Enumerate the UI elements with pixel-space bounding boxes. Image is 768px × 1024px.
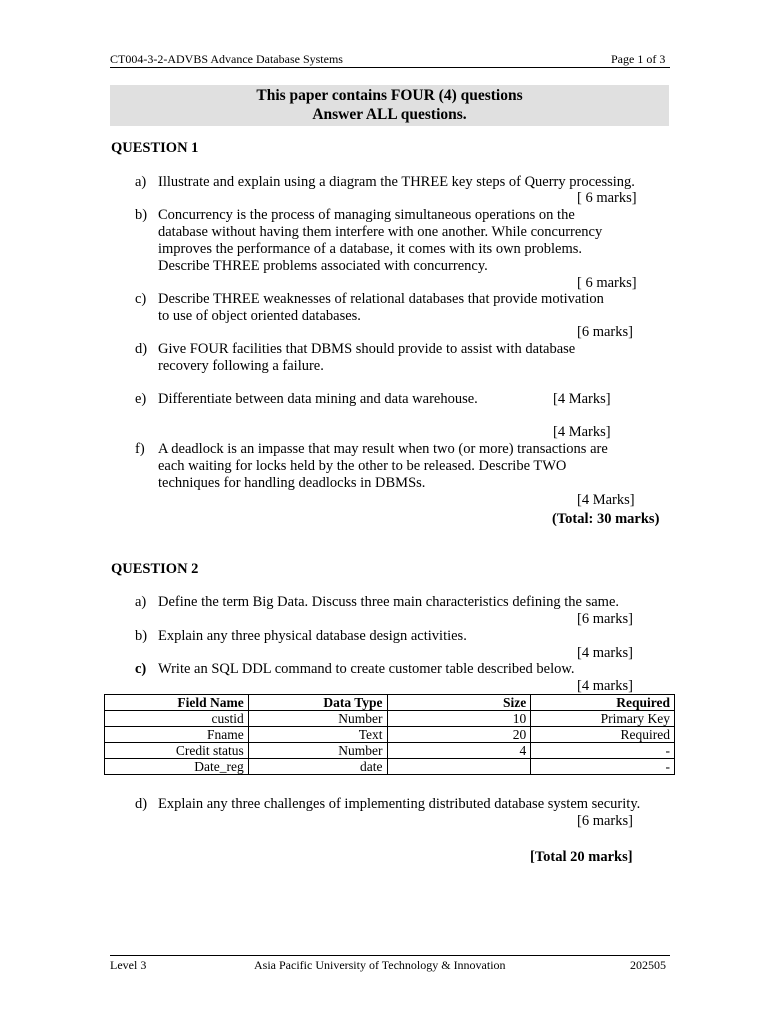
table-cell: Required: [531, 727, 675, 743]
table-cell: Number: [248, 743, 387, 759]
header-page-number: Page 1 of 3: [611, 52, 666, 66]
header-rule: [110, 67, 670, 68]
q1c-label: c): [135, 291, 147, 307]
q2d-label: d): [135, 796, 148, 812]
header-course: CT004-3-2-ADVBS Advance Database Systems: [110, 52, 343, 66]
q1f-label: f): [135, 441, 145, 457]
table-cell: 4: [387, 743, 531, 759]
q1b-line-2: database without having them interfere with one another. While concurrency: [158, 224, 603, 240]
table-cell: Date_reg: [105, 759, 249, 775]
table-row: [105, 743, 675, 759]
q2a-label: a): [135, 594, 147, 610]
q1c-line-2: to use of object oriented databases.: [158, 308, 361, 324]
question-2-title: QUESTION 2: [111, 561, 199, 577]
q2c-label: c): [135, 661, 147, 677]
table-cell: -: [531, 759, 675, 775]
instructions-line-1: This paper contains FOUR (4) questions: [256, 87, 523, 104]
table-cell: Number: [248, 711, 387, 727]
q1e-label: e): [135, 391, 147, 407]
footer-university: Asia Pacific University of Technology & Innovation: [254, 958, 506, 972]
table-cell: 10: [387, 711, 531, 727]
q1a-marks: [ 6 marks]: [577, 190, 637, 206]
q1e-marks-after: [4 Marks]: [553, 424, 611, 440]
table-cell: Primary Key: [531, 711, 675, 727]
table-cell: Text: [248, 727, 387, 743]
table-row: [105, 727, 675, 743]
q1a-label: a): [135, 174, 147, 190]
q1b-line-3: improves the performance of a database, it comes with its own problems.: [158, 241, 583, 257]
table-header-data-type: Data Type: [248, 695, 387, 711]
q1f-line-3: techniques for handling deadlocks in DBMSs.: [158, 475, 426, 491]
q1b-line-4: Describe THREE problems associated with concurrency.: [158, 258, 488, 274]
q1b-marks: [ 6 marks]: [577, 275, 637, 291]
table-header-size: Size: [387, 695, 531, 711]
table-cell: -: [531, 743, 675, 759]
table-header-field-name: Field Name: [105, 695, 249, 711]
table-header-required: Required: [531, 695, 675, 711]
q1d-line-1: Give FOUR facilities that DBMS should provide to assist with database: [158, 341, 576, 357]
q2a-text: Define the term Big Data. Discuss three main characteristics defining the same.: [158, 594, 620, 610]
q1f-line-1: A deadlock is an impasse that may result when two (or more) transactions are: [158, 441, 608, 457]
q1c-line-1: Describe THREE weaknesses of relational databases that provide motivation: [158, 291, 604, 307]
table-cell: custid: [105, 711, 249, 727]
q2b-label: b): [135, 628, 148, 644]
q1a-text: Illustrate and explain using a diagram the THREE key steps of Querry processing.: [158, 174, 635, 190]
q2c-text: Write an SQL DDL command to create customer table described below.: [158, 661, 575, 677]
table-cell: [387, 759, 531, 775]
footer-code: 202505: [630, 958, 666, 972]
q1-total: (Total: 30 marks): [552, 511, 660, 527]
instructions-banner: [110, 85, 669, 126]
q2b-text: Explain any three physical database design activities.: [158, 628, 467, 644]
q2d-marks: [6 marks]: [577, 813, 633, 829]
table-row: [105, 759, 675, 775]
q1d-line-2: recovery following a failure.: [158, 358, 324, 374]
table-cell: date: [248, 759, 387, 775]
table-cell: Credit status: [105, 743, 249, 759]
q1f-marks: [4 Marks]: [577, 492, 635, 508]
q1b-label: b): [135, 207, 148, 223]
q1d-label: d): [135, 341, 148, 357]
question-1-title: QUESTION 1: [111, 140, 199, 156]
customer-table: [104, 694, 675, 775]
instructions-line-2: Answer ALL questions.: [312, 106, 467, 123]
q1f-line-2: each waiting for locks held by the other to be released. Describe TWO: [158, 458, 567, 474]
q2c-marks: [4 marks]: [577, 678, 633, 694]
q2-total: [Total 20 marks]: [530, 849, 633, 865]
table-cell: Fname: [105, 727, 249, 743]
q1e-marks-inline: [4 Marks]: [553, 391, 611, 407]
table-header-row: [105, 695, 675, 711]
q2a-marks: [6 marks]: [577, 611, 633, 627]
q2d-text: Explain any three challenges of implementing distributed database system security.: [158, 796, 641, 812]
q1e-text: Differentiate between data mining and data warehouse.: [158, 391, 478, 407]
q1b-line-1: Concurrency is the process of managing simultaneous operations on the: [158, 207, 575, 223]
table-cell: 20: [387, 727, 531, 743]
footer-level: Level 3: [110, 958, 147, 972]
table-row: [105, 711, 675, 727]
q2b-marks: [4 marks]: [577, 645, 633, 661]
q1c-marks: [6 marks]: [577, 324, 633, 340]
footer-rule: [110, 955, 670, 956]
